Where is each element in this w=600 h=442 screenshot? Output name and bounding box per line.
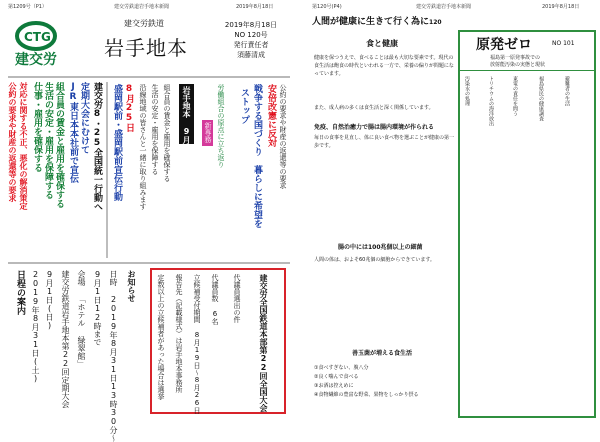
nuclear-zero-box [458, 30, 596, 418]
paragraph-0: 健康を保つうえで、食べることは最も大切な要素です。現代の食生活は飽食の時代といわれる一方で、栄養の偏りが問題になっています。 [314, 55, 454, 77]
subheading-3: 善玉菌が増える食生活 [352, 350, 413, 357]
middle-column-0: 盛岡駅前・盛岡駅前宣伝行動 [112, 84, 122, 201]
right-page-number: 第120号(P4) [312, 4, 342, 10]
nuclear-box-sub1: 福島第一原発事故での [490, 55, 541, 61]
middle-column-1: 8月25日 [124, 84, 134, 132]
red-column-0: 公約の要求や財産の返還等の要求 [8, 82, 17, 202]
red-bordered-box [150, 268, 286, 414]
logo-mark-icon [14, 20, 76, 68]
nuclear-col-4: 避難者の生活 [564, 76, 570, 106]
subheading-2: 腸の中には100兆個以上の細菌 [338, 244, 423, 251]
masthead-meta [218, 20, 284, 60]
red-box-line-1: 代議員選出の件 [233, 274, 241, 323]
red-box-line-4: 報告先（記載様式）は岩手地本事務所 [175, 274, 183, 393]
red-box-line-2: 代議員数 6名 [211, 274, 219, 325]
health-article [312, 14, 456, 418]
right-column-anti: 安倍改憲に反対 [266, 84, 276, 147]
left-paper-name: 建交労鉄道岩手地本新聞 [114, 4, 170, 10]
right-column-body: 公約の要求や財産の返還等の要求 [279, 84, 287, 189]
notice-body-3: 会場 「ホテル 緑翠館」 [77, 270, 86, 368]
red-box-line-5: 定数以上の立候補者があった場合は選挙 [157, 274, 165, 400]
notice-title-1: 2019年8月31日(土) [31, 270, 40, 383]
nuclear-box-header [460, 32, 594, 68]
masthead-rule [8, 76, 290, 78]
nuclear-col-0: 汚染水の処理 [464, 76, 470, 106]
nuclear-box-rule [460, 70, 594, 71]
notice-title-0: 日程の案内 [15, 270, 25, 315]
issue-number: NO 120号 [234, 31, 268, 39]
publisher-name: 須藤清成 [237, 51, 265, 59]
notice-body-0: お知らせ [127, 270, 136, 302]
union-logo [14, 20, 76, 68]
subheading-1: 免疫、自然治癒力で腸は腸内環境が作られる [314, 124, 435, 131]
right-date: 2019年8月18日 [542, 4, 580, 10]
notice-body-2: 9月1日12時まで [93, 270, 102, 346]
headline-text: 人間が健康に生きて行く為に [312, 17, 430, 27]
green-column-0: 仕事・雇用を確保する [32, 82, 42, 172]
list-item: ②良く噛んで食べる [314, 374, 359, 380]
left-page [0, 0, 294, 442]
green-column-2: 組合員の賃金と雇用を確保する [54, 82, 64, 208]
notice-body-4: 建交労鉄道岩手地本第22回定期大会 [61, 270, 70, 408]
logo-text: 建交労 [15, 52, 57, 68]
page-gutter [296, 0, 304, 424]
nuclear-col-2: 東電の責任を問う [512, 76, 518, 116]
red-box-line-3: 立候補受付期間 8月19日〜8月26日 [193, 274, 201, 414]
middle-column-2: 沿線地域の皆さんと一緒に取り組みます [139, 84, 147, 210]
article-headline [312, 14, 456, 28]
masthead [6, 12, 288, 74]
headline-number: 120 [429, 19, 442, 26]
masthead-org: 建交労鉄道 [124, 19, 164, 28]
new-officer-label: 新専務 [204, 122, 212, 143]
left-date: 2019年8月18日 [236, 4, 274, 10]
list-item: ③お酒は控えめに [314, 383, 354, 389]
issue-date: 2019年8月18日 [224, 21, 278, 29]
red-box-line-0: 建交労全国鉄道本部第22回全国大会 [259, 274, 268, 412]
nuclear-box-sub2: 放射能汚染の実態と現状 [490, 62, 546, 68]
blue-column-1: 定期大会にむけて [79, 82, 89, 154]
red-column-1: 対応に関する不正、悪化の解消策定 [19, 82, 28, 210]
paragraph-3: 人間の体は、およそ60兆個の細胞からできています。 [314, 257, 435, 263]
black-column-0: 建交労8・25全国統一行動へ [92, 82, 102, 211]
right-page [306, 0, 600, 424]
list-item: ①食べすぎない、腹八分 [314, 365, 369, 371]
notice-title-2: 9月1日(日) [45, 270, 54, 330]
lead-article [6, 82, 294, 258]
nuclear-col-1: トリチウムの海洋放出 [488, 76, 494, 126]
paragraph-1: また、成人病の多くは食生活と深く関係しています。 [314, 105, 434, 111]
right-paper-name: 建交労鉄道岩手地本新聞 [416, 4, 472, 10]
tips-list [314, 364, 454, 400]
lead-rule [8, 262, 290, 264]
blue-column-0: JR東日本本社前で宣伝 [68, 82, 78, 183]
right-column-stop: ストップ [239, 88, 249, 124]
nuclear-box-number: NO 101 [552, 40, 575, 47]
nuclear-col-3: 福島県民の健康調査 [538, 76, 544, 121]
publisher-label: 発行責任者 [233, 41, 269, 49]
middle-column-body: 生活の安定・雇用を保障する [151, 84, 159, 175]
middle-column-body-2: 組合員の賃金と雇用を確保する [163, 84, 171, 182]
section-title: 食と健康 [366, 39, 398, 48]
paragraph-2: 毎日の食事を見直し、体に良い食べ物を選ぶことが健康の第一歩です。 [314, 135, 455, 149]
logo-mark: CTG [24, 30, 51, 44]
column-divider [106, 82, 108, 258]
green-column-1: 生活の安定・雇用を保障する [43, 82, 53, 199]
notice-box [10, 266, 144, 442]
green-right-label: 労働組合の原点に立ち返り [217, 84, 225, 168]
left-page-number: 第1209号（P1） [8, 4, 47, 10]
black-banner-label: 岩手地本 9月8日 第29回定期大会 [182, 86, 191, 235]
list-item: ④食物繊維の豊富な野菜、果物をしっかり摂る [314, 392, 419, 398]
notice-body-1: 日時 2019年8月31日13時30分〜 [109, 270, 118, 442]
masthead-title: 岩手地本 [104, 36, 188, 60]
nuclear-box-title: 原発ゼロ [476, 37, 532, 53]
right-column-headline: 戦争する国づくり 暮らしに希望を [252, 84, 262, 228]
